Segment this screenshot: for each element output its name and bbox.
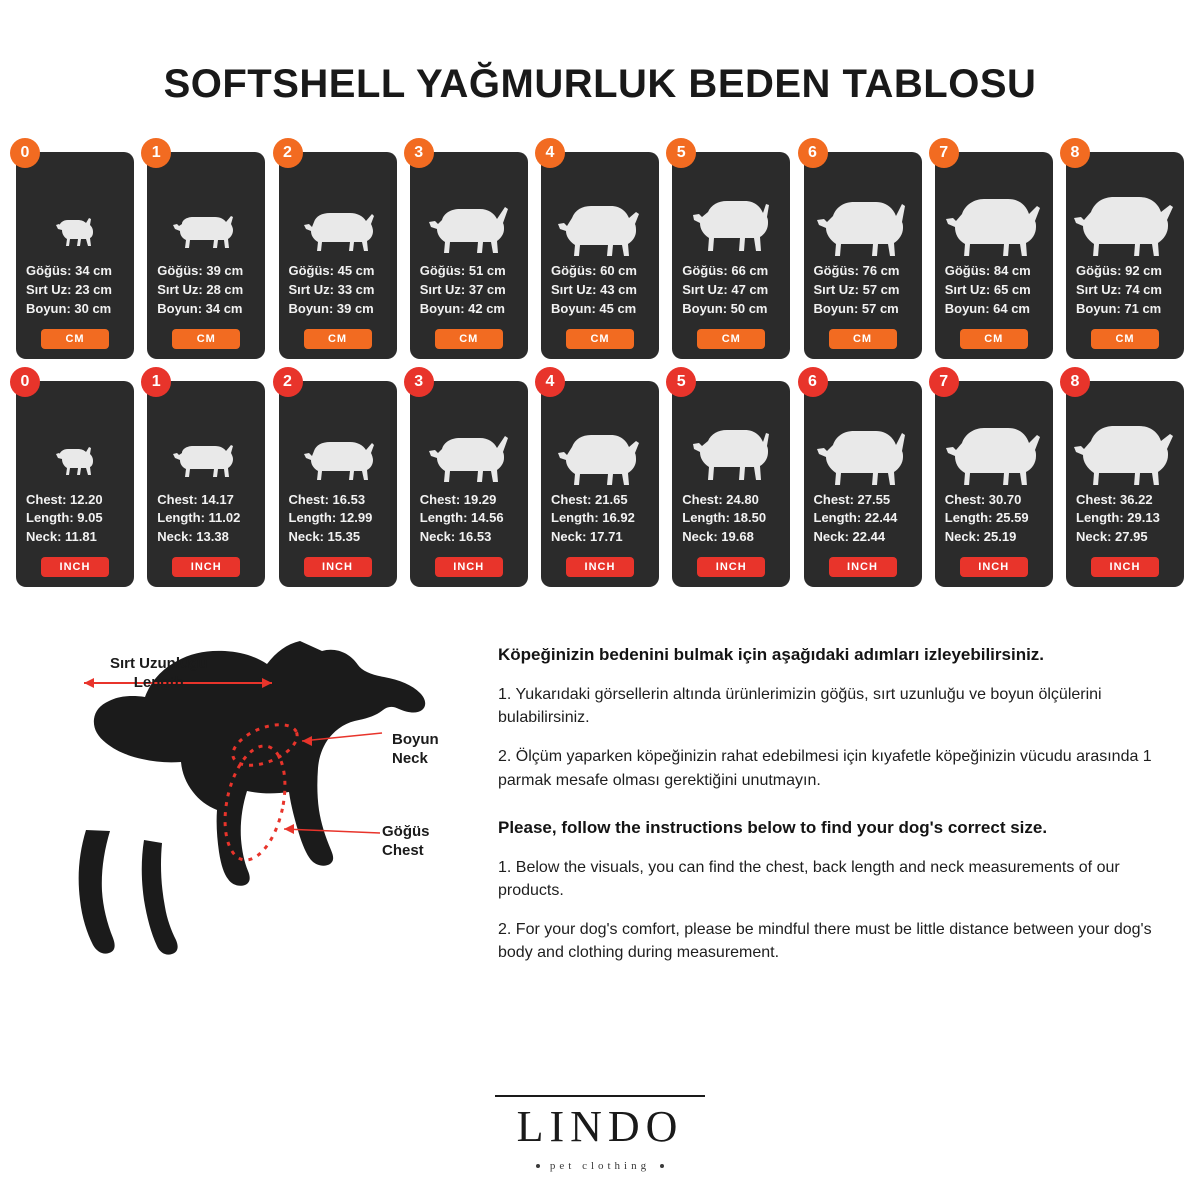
- unit-pill-inch: INCH: [829, 557, 897, 577]
- size-badge: 4: [535, 138, 565, 168]
- neck-value: Boyun: 30 cm: [26, 300, 112, 316]
- measurements: [410, 485, 528, 548]
- logo: [517, 1101, 684, 1152]
- length-value: Length: 25.59: [944, 510, 1029, 526]
- measurements: [672, 485, 790, 548]
- chest-value: Chest: 19.29: [419, 491, 497, 507]
- chest-value: Chest: 30.70: [944, 491, 1022, 507]
- size-badge: 5: [666, 138, 696, 168]
- size-card-inch-0[interactable]: [16, 372, 134, 588]
- measurements: [804, 485, 922, 548]
- instructions-tr-step-1: 1. Yukarıdaki görsellerin altında ürünlerimizin göğüs, sırt uzunluğu ve boyun ölçülerini bulabilirsiniz.: [498, 686, 1102, 727]
- neck-value: Neck: 13.38: [157, 529, 229, 545]
- measurements: [672, 256, 790, 319]
- neck-value: Boyun: 34 cm: [157, 300, 243, 316]
- unit-pill-inch: INCH: [697, 557, 765, 577]
- dog-silhouette-icon: [410, 170, 528, 256]
- neck-label-en: Neck: [392, 749, 428, 767]
- size-badge: 1: [141, 138, 171, 168]
- unit-pill-cm: CM: [304, 329, 372, 349]
- length-label-en: Length: [133, 673, 184, 691]
- chest-value: Göğüs: 92 cm: [1076, 263, 1162, 278]
- length-value: Sırt Uz: 43 cm: [551, 281, 637, 297]
- length-value: Length: 22.44: [813, 510, 898, 526]
- dog-silhouette-icon: [541, 399, 659, 485]
- dog-silhouette-icon: [16, 399, 134, 485]
- chest-value: Chest: 24.80: [682, 491, 759, 507]
- length-value: Length: 11.02: [157, 510, 241, 526]
- dog-silhouette-icon: [541, 170, 659, 256]
- length-value: Sırt Uz: 65 cm: [944, 281, 1031, 297]
- logo-tagline-row: [536, 1160, 664, 1172]
- size-card-cm-6[interactable]: [804, 144, 922, 359]
- chest-label-tr: Göğüs: [382, 823, 430, 841]
- measurements: [16, 485, 134, 548]
- unit-pill-inch: INCH: [566, 557, 634, 577]
- size-card-cm-8[interactable]: [1066, 144, 1184, 359]
- size-card-cm-0[interactable]: [16, 144, 134, 359]
- size-card-cm-3[interactable]: [410, 144, 528, 359]
- length-value: Length: 12.99: [288, 510, 373, 526]
- size-badge: 7: [929, 138, 959, 168]
- size-card-inch-2[interactable]: [279, 372, 397, 588]
- length-value: Sırt Uz: 33 cm: [288, 281, 375, 297]
- chest-value: Göğüs: 34 cm: [26, 263, 112, 278]
- chest-value: Chest: 16.53: [288, 491, 366, 507]
- measurement-guide-section: [0, 633, 1200, 993]
- size-badge: 3: [404, 367, 434, 397]
- size-badge: 2: [273, 367, 303, 397]
- size-card-cm-5[interactable]: [672, 144, 790, 359]
- unit-pill-cm: CM: [41, 329, 109, 349]
- chest-value: Göğüs: 60 cm: [551, 263, 637, 278]
- size-card-inch-8[interactable]: [1066, 372, 1184, 588]
- measurements: [279, 485, 397, 548]
- instructions-tr-step-2: 2. Ölçüm yaparken köpeğinizin rahat edebilmesi için kıyafetle köpeğinizin vücudu arasında 1 parmak mesafe olması gerektiğini unutmayın.: [498, 748, 1152, 789]
- unit-pill-cm: CM: [829, 329, 897, 349]
- size-badge: 0: [10, 367, 40, 397]
- neck-value: Neck: 16.53: [419, 529, 492, 545]
- chest-value: Göğüs: 76 cm: [813, 263, 900, 278]
- length-value: Sırt Uz: 74 cm: [1076, 281, 1162, 297]
- length-value: Length: 14.56: [419, 510, 504, 526]
- cm-size-row: [0, 144, 1200, 359]
- dog-silhouette-icon: [279, 399, 397, 485]
- neck-value: Neck: 27.95: [1076, 529, 1148, 545]
- chest-value: Göğüs: 45 cm: [288, 263, 375, 278]
- measurements: [541, 256, 659, 319]
- neck-value: Boyun: 50 cm: [682, 300, 768, 316]
- page-title: SOFTSHELL YAĞMURLUK BEDEN TABLOSU: [163, 62, 1037, 106]
- neck-value: Boyun: 45 cm: [551, 300, 637, 316]
- size-badge: 6: [798, 138, 828, 168]
- length-value: Sırt Uz: 47 cm: [682, 281, 769, 297]
- unit-pill-cm: CM: [960, 329, 1028, 349]
- inch-size-row: [0, 372, 1200, 588]
- length-value: Length: 18.50: [682, 510, 767, 526]
- dog-silhouette-icon: [804, 170, 922, 256]
- dog-silhouette-icon: [935, 399, 1053, 485]
- measurements: [410, 256, 528, 319]
- unit-pill-cm: CM: [435, 329, 503, 349]
- instructions-heading-tr: Köpeğinizin bedenini bulmak için aşağıdaki adımları izleyebilirsiniz.: [498, 645, 1045, 665]
- unit-pill-inch: INCH: [1091, 557, 1159, 577]
- measurements: [935, 485, 1053, 548]
- size-badge: 2: [273, 138, 303, 168]
- measurements: [1066, 485, 1184, 548]
- size-badge: 3: [404, 138, 434, 168]
- measurements: [935, 256, 1053, 319]
- neck-value: Boyun: 71 cm: [1076, 300, 1162, 316]
- size-card-cm-1[interactable]: [147, 144, 265, 359]
- logo-tagline: pet clothing: [549, 1160, 651, 1172]
- unit-pill-inch: INCH: [435, 557, 503, 577]
- dog-silhouette-icon: [804, 399, 922, 485]
- unit-pill-inch: INCH: [41, 557, 109, 577]
- size-card-cm-7[interactable]: [935, 144, 1053, 359]
- length-value: Length: 9.05: [26, 510, 103, 526]
- unit-pill-cm: CM: [697, 329, 765, 349]
- size-badge: 7: [929, 367, 959, 397]
- unit-pill-inch: INCH: [172, 557, 240, 577]
- logo-wordmark: LINDO: [516, 1102, 684, 1151]
- dog-silhouette-icon: [1066, 399, 1184, 485]
- dog-silhouette-icon: [147, 399, 265, 485]
- dog-silhouette-icon: [279, 170, 397, 256]
- measurements: [279, 256, 397, 319]
- size-card-inch-6[interactable]: [804, 372, 922, 588]
- dog-measurement-diagram: [22, 633, 474, 993]
- dog-silhouette-icon: [672, 399, 790, 485]
- size-badge: 6: [798, 367, 828, 397]
- neck-value: Boyun: 64 cm: [944, 300, 1030, 316]
- neck-value: Neck: 19.68: [682, 529, 754, 545]
- size-badge: 1: [141, 367, 171, 397]
- chest-label: [382, 823, 430, 861]
- measurements: [147, 485, 265, 548]
- measurements: [16, 256, 134, 319]
- dog-diagram-graphic: [22, 633, 474, 993]
- chest-value: Göğüs: 51 cm: [419, 263, 506, 278]
- dot-left-icon: [536, 1164, 540, 1168]
- length-value: Length: 29.13: [1076, 510, 1160, 526]
- neck-value: Neck: 11.81: [26, 529, 97, 545]
- size-card-inch-3[interactable]: [410, 372, 528, 588]
- instructions-en-step-2: 2. For your dog's comfort, please be mindful there must be little distance between your dog's body and clothing during measurement.: [498, 921, 1152, 962]
- dog-silhouette-icon: [672, 170, 790, 256]
- size-card-inch-5[interactable]: [672, 372, 790, 588]
- length-value: Sırt Uz: 28 cm: [157, 281, 244, 297]
- neck-value: Boyun: 42 cm: [419, 300, 505, 316]
- dog-silhouette-icon: [410, 399, 528, 485]
- measurements: [804, 256, 922, 319]
- neck-value: Boyun: 39 cm: [288, 300, 374, 316]
- measurements: [541, 485, 659, 548]
- chest-value: Göğüs: 66 cm: [682, 263, 769, 278]
- measurements: [147, 256, 265, 319]
- neck-value: Neck: 22.44: [813, 529, 886, 545]
- size-card-cm-2[interactable]: [279, 144, 397, 359]
- unit-pill-cm: CM: [566, 329, 634, 349]
- size-badge: 5: [666, 367, 696, 397]
- brand-footer: [0, 1095, 1200, 1172]
- dot-right-icon: [660, 1164, 664, 1168]
- size-card-cm-4[interactable]: [541, 144, 659, 359]
- length-value: Sırt Uz: 57 cm: [813, 281, 900, 297]
- chest-value: Chest: 21.65: [551, 491, 628, 507]
- unit-pill-cm: CM: [1091, 329, 1159, 349]
- neck-label: [392, 731, 439, 769]
- neck-value: Neck: 17.71: [551, 529, 623, 545]
- chest-value: Chest: 14.17: [157, 491, 234, 507]
- dog-silhouette-icon: [935, 170, 1053, 256]
- logo-divider: [495, 1095, 705, 1097]
- instructions-en-step-1: 1. Below the visuals, you can find the chest, back length and neck measurements of our products.: [498, 858, 1120, 899]
- size-badge: 0: [10, 138, 40, 168]
- length-value: Sırt Uz: 23 cm: [26, 281, 112, 297]
- chest-value: Chest: 36.22: [1076, 491, 1153, 507]
- neck-value: Boyun: 57 cm: [813, 300, 899, 316]
- instructions-panel: [474, 633, 1178, 993]
- instructions-heading-en: Please, follow the instructions below to find your dog's correct size.: [498, 817, 1048, 837]
- unit-pill-cm: CM: [172, 329, 240, 349]
- unit-pill-inch: INCH: [304, 557, 372, 577]
- chest-value: Chest: 27.55: [813, 491, 891, 507]
- neck-value: Neck: 15.35: [288, 529, 361, 545]
- size-card-inch-4[interactable]: [541, 372, 659, 588]
- dog-silhouette-icon: [147, 170, 265, 256]
- chest-label-en: Chest: [382, 841, 424, 859]
- length-label: [110, 655, 208, 693]
- chest-value: Chest: 12.20: [26, 491, 103, 507]
- measurements: [1066, 256, 1184, 319]
- size-card-inch-7[interactable]: [935, 372, 1053, 588]
- dog-silhouette-icon: [16, 170, 134, 256]
- dog-silhouette-icon: [1066, 170, 1184, 256]
- length-label-tr: Sırt Uzunluğu: [110, 655, 208, 673]
- chest-value: Göğüs: 84 cm: [944, 263, 1031, 278]
- chest-value: Göğüs: 39 cm: [157, 263, 244, 278]
- size-card-inch-1[interactable]: [147, 372, 265, 588]
- size-badge: 4: [535, 367, 565, 397]
- size-badge: 8: [1060, 367, 1090, 397]
- neck-label-tr: Boyun: [392, 731, 439, 749]
- length-value: Sırt Uz: 37 cm: [419, 281, 506, 297]
- size-badge: 8: [1060, 138, 1090, 168]
- unit-pill-inch: INCH: [960, 557, 1028, 577]
- neck-value: Neck: 25.19: [944, 529, 1017, 545]
- length-value: Length: 16.92: [551, 510, 635, 526]
